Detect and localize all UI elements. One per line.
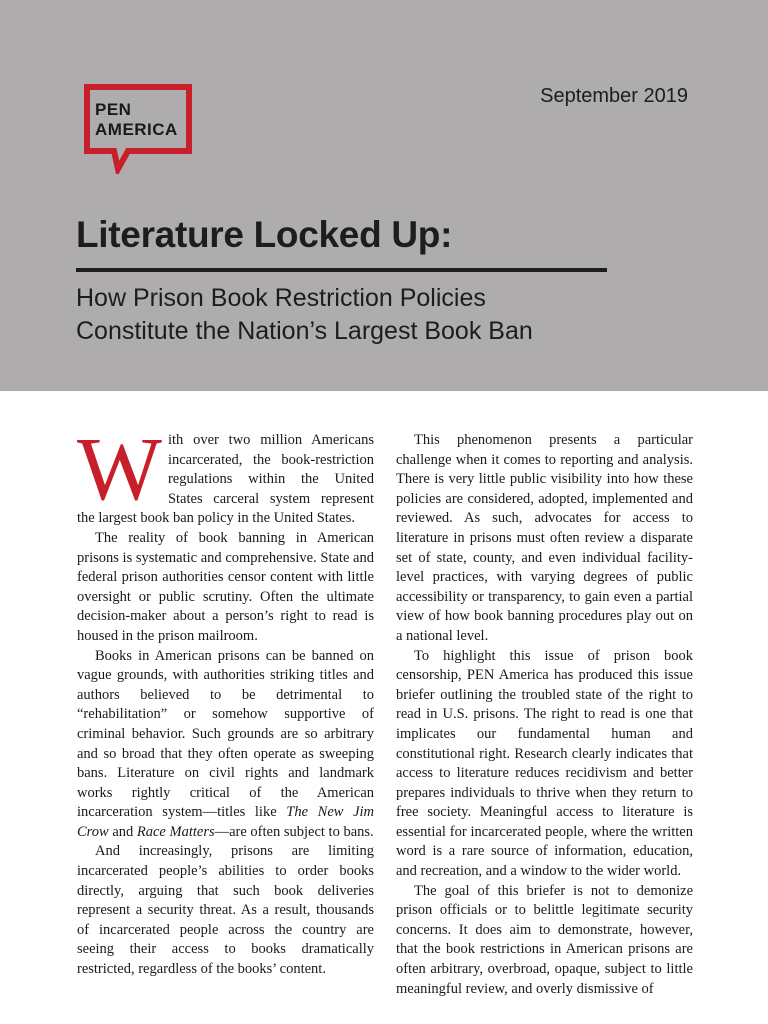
- paragraph-text: ith over two million Americans incarcerated, the book-restriction regulations within the United States carceral system represent the largest book ban policy in the United States.: [77, 432, 374, 527]
- body-paragraph: The reality of book banning in American prisons is systematic and comprehensive. State and federal prison authorities censor content with little oversight or public scrutiny. Often the ultimate decision-maker about a person’s right to read is housed in the prison mailroom.: [77, 529, 374, 644]
- body-paragraph: The goal of this briefer is not to demonize prison officials or to belittle legitimate security concerns. It does aim to demonstrate, however, that the book restrictions in American prisons are often arbitrary, overbroad, opaque, subject to little meaningful review, and overly dismissive of: [396, 882, 693, 997]
- publication-date: September 2019: [540, 85, 688, 107]
- book-title: The New Jim Crow: [77, 804, 375, 840]
- subtitle-line: How Prison Book Restriction Policies: [76, 284, 486, 312]
- page-subtitle: [76, 282, 533, 348]
- body-paragraph: [77, 647, 374, 843]
- header-band: [0, 0, 768, 391]
- logo-text-line2: AMERICA: [95, 120, 178, 139]
- title-divider: [76, 268, 607, 272]
- left-column: [77, 420, 375, 980]
- drop-cap: W: [77, 420, 162, 519]
- body-paragraph: [77, 420, 374, 529]
- paragraph-text: Books in American prisons can be banned on vague grounds, with authorities striking titles and authors believed to be detrimental to “rehabilitation” or somehow supportive of criminal behavior. Such grounds are so arbitrary and so broad that they often operate as sweeping bans. Literature on civil rights and landmark works rightly critical of the American incarceration system—titles like: [77, 647, 374, 821]
- right-column: [396, 431, 693, 999]
- page-title: Literature Locked Up:: [76, 214, 453, 255]
- body-paragraph: To highlight this issue of prison book censorship, PEN America has produced this issue briefer outlining the troubled state of the right to read in U.S. prisons. The right to read is one that implicates our fundamental human and constitutional right. Research clearly indicates that access to literature reduces recidivism and better prepares individuals to thrive when they return to free society. Meaningful access to literature is essential for incarcerated people, where the written word is a rare source of information, education, and recreation, and a window to the wider world.: [396, 647, 693, 880]
- paragraph-text: —are often subject to bans.: [214, 823, 374, 840]
- body-paragraph: This phenomenon presents a particular challenge when it comes to reporting and analysis. There is very little public visibility into how these policies are considered, adopted, implemented and reviewed. As such, advocates for access to literature in prisons must often review a disparate set of state, county, and even individual facility-level practices, with varying degrees of public accessibility or transparency, to gain even a partial view of how book banning procedures play out on a national level.: [396, 432, 693, 644]
- logo-text-line1: PEN: [95, 100, 132, 119]
- body-paragraph: And increasingly, prisons are limiting incarcerated people’s abilities to order books directly, arguing that such book deliveries represent a security threat. As a result, thousands of incarcerated people across the country are seeing their access to books dramatically restricted, regardless of the books’ content.: [77, 843, 374, 978]
- book-title: Race Matters: [136, 823, 215, 840]
- paragraph-text: and: [108, 823, 137, 840]
- pen-america-logo: [84, 84, 192, 174]
- subtitle-line: Constitute the Nation’s Largest Book Ban: [76, 317, 533, 345]
